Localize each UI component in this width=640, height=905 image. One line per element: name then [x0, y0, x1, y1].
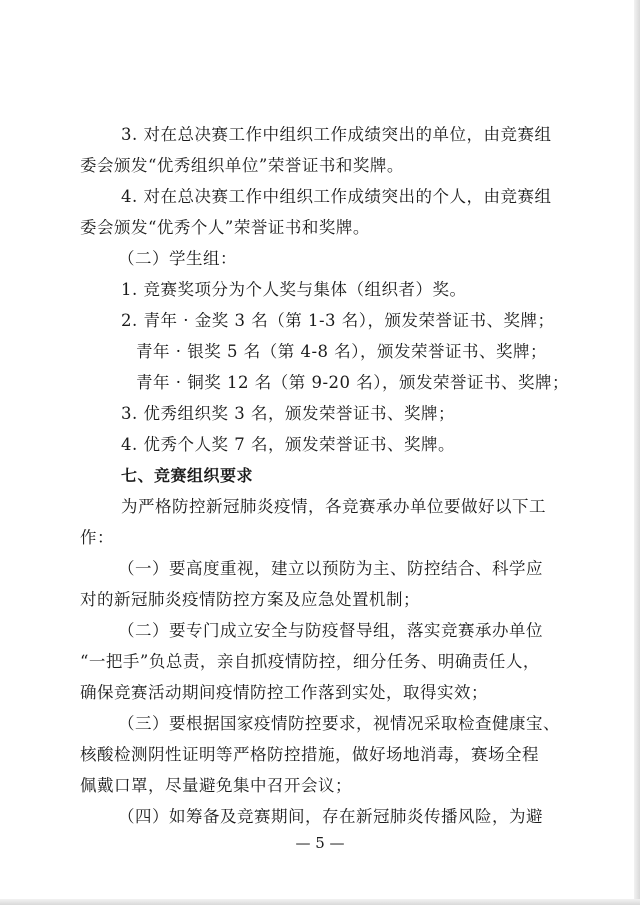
text-line: 3. 对在总决赛工作中组织工作成绩突出的单位，由竞赛组	[121, 125, 552, 144]
text-line: （四）如筹备及竞赛期间，存在新冠肺炎传播风险，为避	[118, 807, 543, 826]
section-heading: 七、竞赛组织要求	[121, 466, 254, 485]
text-line: （一）要高度重视，建立以预防为主、防控结合、科学应	[118, 559, 543, 578]
text-line: 青年 · 铜奖 12 名（第 9-20 名），颁发荣誉证书、奖牌；	[136, 373, 570, 392]
text-line: 佩戴口罩，尽量避免集中召开会议；	[80, 776, 352, 795]
page-number: — 5 —	[295, 834, 345, 852]
text-line: 青年 · 银奖 5 名（第 4-8 名），颁发荣誉证书、奖牌；	[136, 342, 548, 361]
text-line: 2. 青年 · 金奖 3 名（第 1-3 名），颁发荣誉证书、奖牌；	[121, 311, 555, 330]
text-line: 4. 对在总决赛工作中组织工作成绩突出的个人，由竞赛组	[121, 187, 552, 206]
text-line: 3. 优秀组织奖 3 名，颁发荣誉证书、奖牌；	[121, 404, 455, 423]
page-edge-bottom	[0, 899, 640, 905]
text-line: 对的新冠肺炎疫情防控方案及应急处置机制；	[80, 590, 420, 609]
page-edge-right	[634, 0, 640, 905]
text-line: 4. 优秀个人奖 7 名，颁发荣誉证书、奖牌。	[121, 435, 455, 454]
text-line: （三）要根据国家疫情防控要求，视情况采取检查健康宝、	[118, 714, 560, 733]
text-line: 作：	[80, 528, 114, 547]
section-subheading: （二）学生组：	[118, 249, 237, 268]
text-line: 委会颁发“优秀组织单位”荣誉证书和奖牌。	[80, 156, 404, 175]
text-line: “一把手”负总责，亲自抓疫情防控，细分任务、明确责任人，	[80, 652, 540, 671]
text-line: 核酸检测阴性证明等严格防控措施，做好场地消毒，赛场全程	[80, 745, 539, 764]
text-line: 1. 竞赛奖项分为个人奖与集体（组织者）奖。	[121, 280, 467, 299]
text-line: （二）要专门成立安全与防疫督导组，落实竞赛承办单位	[118, 621, 543, 640]
text-line: 为严格防控新冠肺炎疫情，各竞赛承办单位要做好以下工	[121, 497, 546, 516]
text-line: 确保竞赛活动期间疫情防控工作落到实处，取得实效；	[80, 683, 488, 702]
text-line: 委会颁发“优秀个人”荣誉证书和奖牌。	[80, 218, 370, 237]
